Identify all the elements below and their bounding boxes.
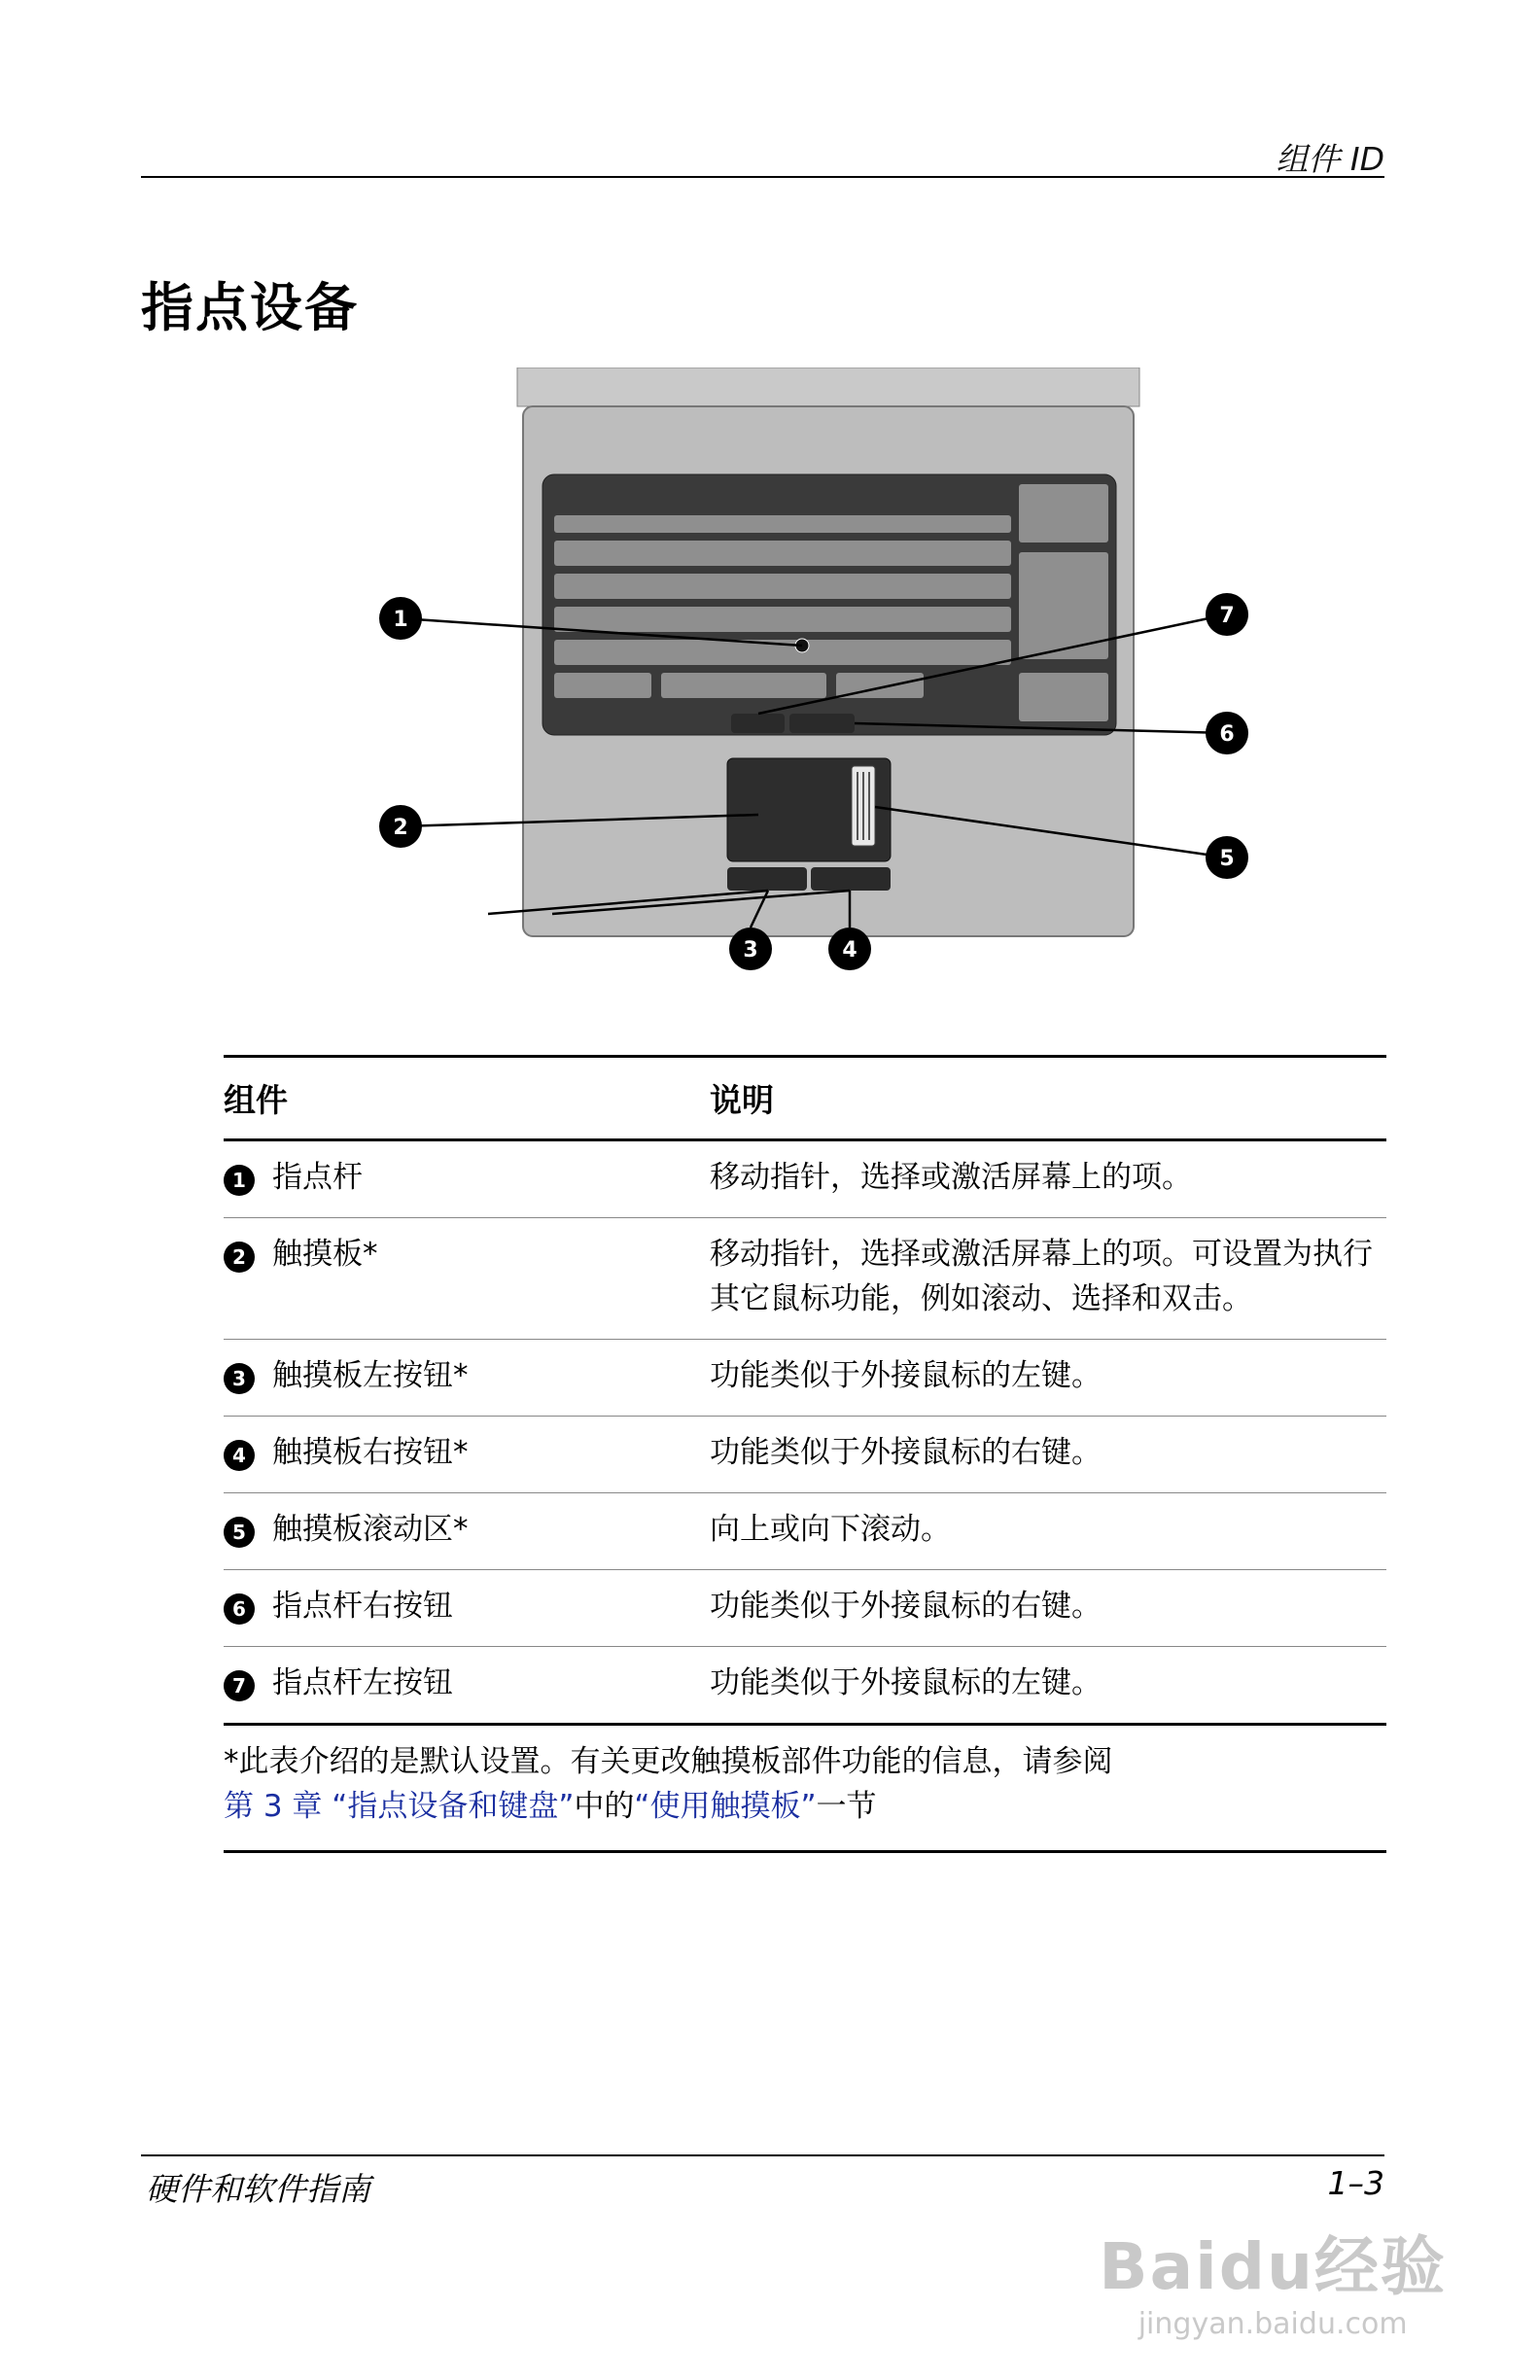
component-name: 指点杆左按钮 (272, 1647, 710, 1725)
column-header-component: 组件 (224, 1057, 710, 1140)
table-row (224, 1218, 1386, 1340)
component-description: 功能类似于外接鼠标的右键。 (710, 1570, 1386, 1647)
component-name: 触摸板* (272, 1218, 710, 1340)
svg-text:7: 7 (1219, 604, 1235, 628)
component-description: 向上或向下滚动。 (710, 1493, 1386, 1570)
row-number-badge: 5 (224, 1517, 255, 1548)
chapter-3-link[interactable]: 第 3 章 “指点设备和键盘” (224, 1789, 575, 1824)
pointing-stick-right-button (789, 714, 855, 733)
table-row (224, 1417, 1386, 1493)
svg-text:5: 5 (1219, 847, 1235, 871)
component-name: 触摸板左按钮* (272, 1340, 710, 1417)
pointing-stick-left-button (731, 714, 785, 733)
row-number-badge: 4 (224, 1440, 255, 1471)
display-hinge (517, 368, 1139, 406)
laptop-keyboard-figure (369, 368, 1264, 990)
table-row (224, 1647, 1386, 1725)
page-number: 1–3 (1327, 2164, 1384, 2202)
watermark-logo: Baidu经验 (1099, 2229, 1447, 2304)
touchpad-section-link[interactable]: “使用触摸板” (634, 1789, 817, 1824)
table-footnote-row (224, 1725, 1386, 1852)
table-row (224, 1570, 1386, 1647)
row-number-badge: 1 (224, 1165, 255, 1196)
svg-text:3: 3 (743, 938, 758, 962)
component-description: 功能类似于外接鼠标的左键。 (710, 1647, 1386, 1725)
callout-7 (1206, 593, 1248, 636)
callout-2 (379, 805, 422, 848)
callout-6 (1206, 712, 1248, 754)
footnote-text: *此表介绍的是默认设置。有关更改触摸板部件功能的信息，请参阅 (224, 1744, 1113, 1779)
page-title: 指点设备 (141, 277, 359, 338)
component-name: 触摸板滚动区* (272, 1493, 710, 1570)
row-number-badge: 6 (224, 1593, 255, 1625)
manual-title: 硬件和软件指南 (146, 2170, 370, 2208)
component-description: 移动指针，选择或激活屏幕上的项。 (710, 1140, 1386, 1218)
footnote-middle: 中的 (574, 1789, 635, 1824)
component-name: 指点杆 (272, 1140, 710, 1218)
component-description: 移动指针，选择或激活屏幕上的项。可设置为执行其它鼠标功能，例如滚动、选择和双击。 (710, 1218, 1386, 1340)
baidu-watermark (1099, 2215, 1447, 2341)
table-row (224, 1140, 1386, 1218)
callout-1 (379, 597, 422, 640)
component-description: 功能类似于外接鼠标的左键。 (710, 1340, 1386, 1417)
laptop-illustration (369, 368, 1264, 990)
callout-4 (828, 928, 871, 970)
table-row (224, 1493, 1386, 1570)
row-number-badge: 2 (224, 1242, 255, 1273)
column-header-description: 说明 (710, 1057, 1386, 1140)
footer-divider (141, 2154, 1384, 2156)
row-number-badge: 3 (224, 1363, 255, 1394)
touchpad-left-button (727, 867, 807, 891)
table-footnote (224, 1725, 1386, 1852)
component-table (224, 1055, 1386, 1853)
svg-text:1: 1 (393, 608, 408, 632)
section-label: 组件 ID (1276, 140, 1384, 178)
callout-3 (729, 928, 772, 970)
component-name: 指点杆右按钮 (272, 1570, 710, 1647)
component-description: 功能类似于外接鼠标的右键。 (710, 1417, 1386, 1493)
component-name: 触摸板右按钮* (272, 1417, 710, 1493)
svg-text:2: 2 (393, 816, 408, 840)
row-number-badge: 7 (224, 1670, 255, 1701)
touchpad-right-button (811, 867, 891, 891)
table-row (224, 1340, 1386, 1417)
svg-text:6: 6 (1219, 722, 1235, 747)
callout-5 (1206, 836, 1248, 879)
header-divider (141, 176, 1384, 178)
svg-text:4: 4 (842, 938, 858, 962)
footnote-suffix: 一节 (816, 1789, 877, 1824)
watermark-url: jingyan.baidu.com (1138, 2307, 1408, 2341)
